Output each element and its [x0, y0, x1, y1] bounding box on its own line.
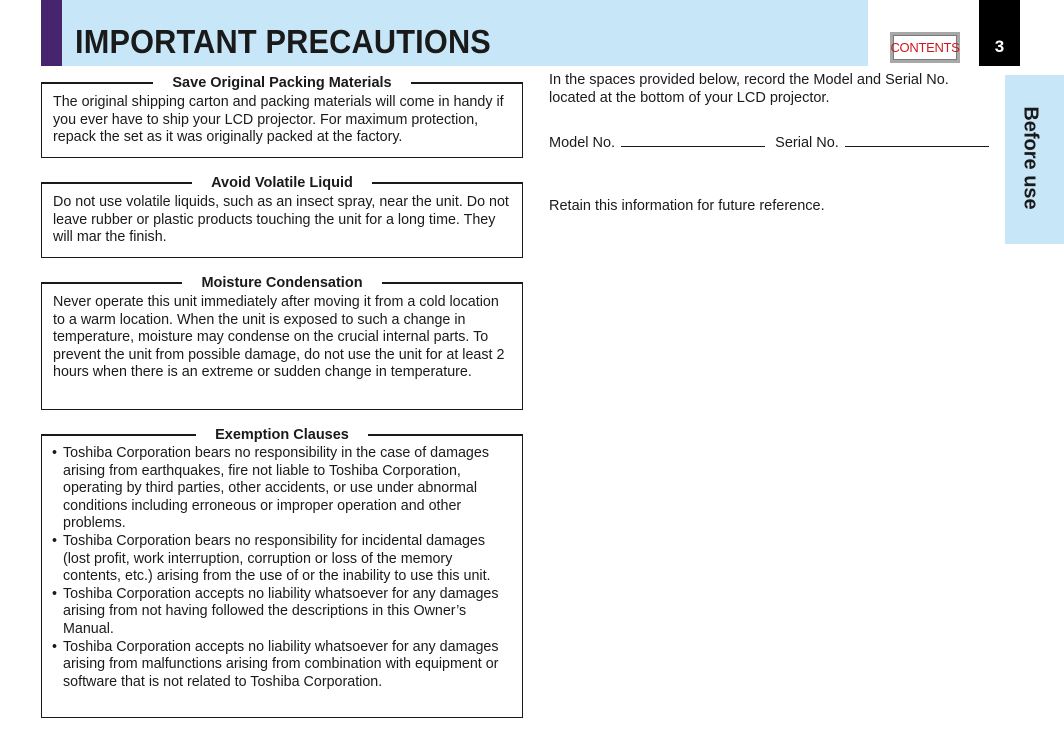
retain-note: Retain this information for future reference. [549, 198, 825, 214]
record-intro: In the spaces provided below, record the Model and Serial No. located at the bottom of your LCD projector. [549, 72, 949, 106]
section-volatile-liquid [41, 175, 523, 258]
contents-button[interactable] [890, 32, 960, 63]
list-item: • Toshiba Corporation bears no responsibility for incidental damages (lost profit, work interruption, corruption or loss of the memory contents, etc.) arising from the use of or the inability to use this unit. [58, 533, 514, 586]
section-packing-materials [41, 75, 523, 158]
exemption-list [58, 445, 514, 691]
side-tab-label: Before use [1019, 106, 1042, 210]
section-title: Moisture Condensation [182, 273, 381, 293]
list-item: • Toshiba Corporation accepts no liability whatsoever for any damages arising from not having followed the descriptions in this Owner’s Manual. [58, 586, 514, 639]
contents-button-label: CONTENTS [893, 35, 957, 60]
list-item: • Toshiba Corporation accepts no liability whatsoever for any damages arising from malfunctions arising from combination with equipment or software that is not related to Toshiba Corporation. [58, 639, 514, 692]
section-moisture-condensation [41, 275, 523, 410]
section-title: Exemption Clauses [196, 425, 368, 445]
model-no-label: Model No. [549, 135, 616, 151]
section-exemption-clauses [41, 427, 523, 718]
serial-no-label: Serial No. [775, 135, 839, 151]
section-text: The original shipping carton and packing materials will come in handy if you ever have to ship your LCD projector. For maximum protection, repack the set as it was originally packed at the factory. [53, 94, 504, 146]
list-item: • Toshiba Corporation bears no responsibility in the case of damages arising from earthquakes, fire not liable to Toshiba Corporation, operating by third parties, other accidents, or use under abnormal conditions including erroneous or improper operation and other problems. [58, 445, 514, 533]
section-title: Avoid Volatile Liquid [192, 173, 372, 193]
serial-no-field[interactable] [845, 145, 989, 147]
page-title: IMPORTANT PRECAUTIONS [75, 23, 491, 60]
section-text: Do not use volatile liquids, such as an insect spray, near the unit. Do not leave rubber or plastic products touching the unit for a long time. They will mar the finish. [53, 194, 509, 246]
header-accent [41, 0, 62, 66]
page-number: 3 [979, 0, 1020, 66]
section-text: Never operate this unit immediately after moving it from a cold location to a warm location. When the unit is exposed to such a change in temperature, moisture may condense on the crucial internal parts. To prevent the unit from possible damage, do not use the unit for at least 2 hours when there is an extreme or sudden change in temperature. [53, 294, 505, 381]
section-title: Save Original Packing Materials [153, 73, 410, 93]
model-no-field[interactable] [621, 145, 765, 147]
record-fields [549, 134, 994, 152]
